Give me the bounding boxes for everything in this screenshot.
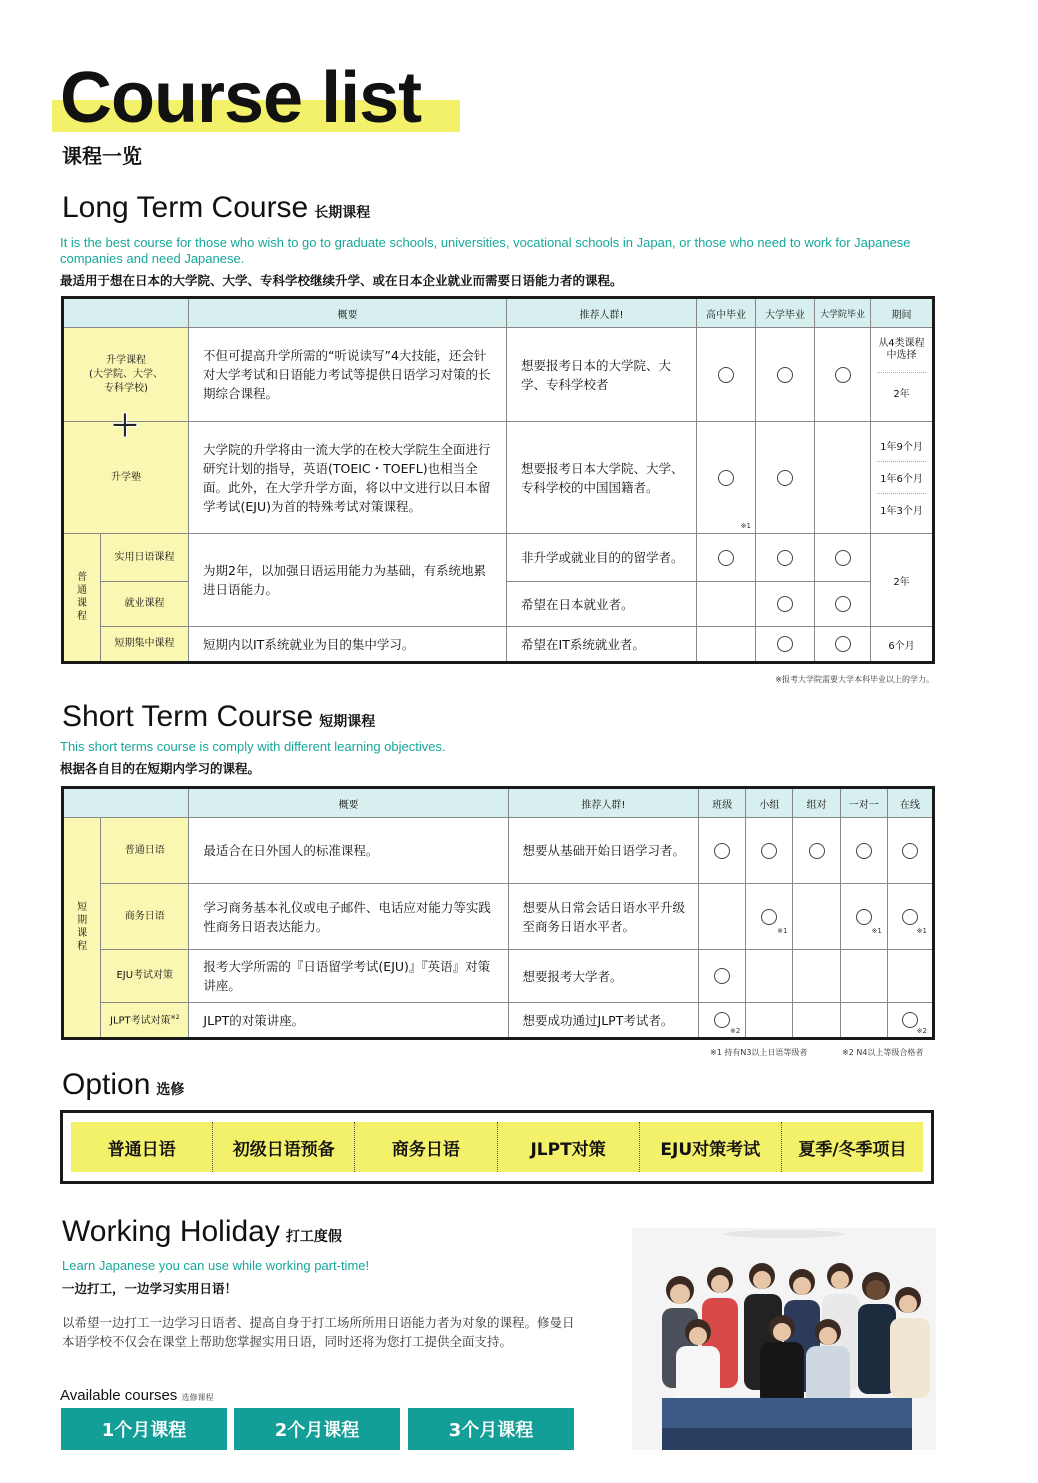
course-2-month-button[interactable]: 2个月课程	[234, 1408, 400, 1450]
course-target: 想要从基础开始日语学习者。	[508, 818, 699, 884]
mark-cell	[887, 884, 933, 950]
group-short	[63, 818, 101, 1039]
long-term-heading	[62, 190, 370, 231]
course-target: 非升学或就业目的的留学者。	[507, 534, 697, 582]
option-jlpt: JLPT对策	[498, 1122, 640, 1172]
option-beginner-prep: 初级日语预备	[213, 1122, 355, 1172]
circle-mark	[718, 470, 734, 486]
course-desc: 报考大学所需的『日语留学考试(EJU)』『英语』对策讲座。	[189, 950, 508, 1003]
mark-cell	[697, 627, 756, 663]
circle-mark	[777, 550, 793, 566]
mark-cell	[756, 328, 815, 422]
circle-mark	[777, 636, 793, 652]
circle-mark	[902, 1012, 918, 1028]
students-photo-illustration	[632, 1228, 936, 1450]
period-1y9m: 1年9个月	[880, 442, 923, 453]
mark-cell	[793, 884, 840, 950]
mark-cell	[697, 422, 756, 534]
circle-mark	[902, 843, 918, 859]
note-mark: ※2	[730, 1027, 741, 1035]
circle-mark	[777, 367, 793, 383]
short-term-desc-cn: 根据各自目的在短期内学习的课程。	[60, 761, 261, 776]
mark-cell	[815, 534, 871, 582]
course-jlpt-name: JLPT考试对策	[110, 1015, 171, 1027]
short-term-title: Short Term Course	[62, 700, 314, 733]
header-group: 小组	[746, 788, 793, 818]
short-term-footnote-2: ※2 N4以上等级合格者	[842, 1048, 924, 1057]
mark-cell	[887, 818, 933, 884]
course-name-line2: (大学院、大学、	[89, 368, 163, 380]
mark-cell	[793, 818, 840, 884]
circle-mark	[835, 550, 851, 566]
circle-mark	[835, 367, 851, 383]
course-name-line3: 专科学校)	[104, 382, 148, 394]
working-holiday-desc-cn: 一边打工，一边学习实用日语！	[62, 1281, 238, 1296]
short-term-table	[61, 786, 935, 1040]
course-target: 想要报考日本的大学院、大学、专科学校者	[507, 328, 697, 422]
course-desc: 学习商务基本礼仪或电子邮件、电话应对能力等实践性商务日语表达能力。	[189, 884, 508, 950]
short-term-desc-en: This short terms course is comply with different learning objectives.	[60, 739, 446, 754]
period-1y6m: 1年6个月	[877, 461, 926, 493]
mark-cell	[746, 950, 793, 1003]
option-eju: EJU对策考试	[640, 1122, 782, 1172]
mark-cell	[756, 627, 815, 663]
mark-cell	[815, 627, 871, 663]
course-practical: 实用日语课程	[101, 534, 189, 582]
course-juku-name: 升学塾	[111, 471, 141, 483]
course-jlpt-note: ※2	[170, 1014, 180, 1022]
short-term-heading	[62, 699, 375, 740]
option-list	[71, 1122, 923, 1172]
course-target: 想要从日常会话日语水平升级至商务日语水平者。	[508, 884, 699, 950]
course-target: 想要报考大学者。	[508, 950, 699, 1003]
mark-cell	[746, 884, 793, 950]
header-blank	[63, 788, 189, 818]
course-1-month-button[interactable]: 1个月课程	[61, 1408, 227, 1450]
header-online: 在线	[887, 788, 933, 818]
mark-cell	[815, 328, 871, 422]
working-holiday-title-cn: 打工度假	[285, 1229, 342, 1245]
page-title: Course list	[60, 58, 422, 138]
course-target: 希望在日本就业者。	[507, 582, 697, 627]
header-graduate: 大学院毕业	[815, 298, 871, 328]
note-mark: ※2	[916, 1027, 927, 1035]
mark-cell	[699, 950, 746, 1003]
mark-cell	[746, 1003, 793, 1039]
option-heading	[62, 1067, 184, 1108]
mark-cell	[697, 582, 756, 627]
course-target: 想要报考日本大学院、大学、专科学校的中国国籍者。	[507, 422, 697, 534]
circle-mark	[835, 636, 851, 652]
course-target: 希望在IT系统就业者。	[507, 627, 697, 663]
mark-cell	[699, 818, 746, 884]
working-holiday-heading	[62, 1214, 342, 1255]
circle-mark	[856, 909, 872, 925]
period-cell	[871, 422, 934, 534]
group-general-label: 普通课程	[77, 572, 87, 622]
mark-cell	[746, 818, 793, 884]
course-desc: 大学院的升学将由一流大学的在校大学院生全面进行研究计划的指导，英语(TOEIC・TOEFL)也相当全面。此外，在大学升学方面，将以中文进行以日本留学考试(EJU)为首的特殊考试对策课程。	[189, 422, 507, 534]
circle-mark	[835, 596, 851, 612]
mark-cell	[840, 1003, 887, 1039]
option-box	[60, 1110, 934, 1184]
mark-cell	[840, 818, 887, 884]
mark-cell	[697, 534, 756, 582]
plus-icon: +	[109, 402, 141, 446]
mark-cell	[699, 884, 746, 950]
group-general	[63, 534, 101, 663]
course-employment: 就业课程	[101, 582, 189, 627]
page-subtitle: 课程一览	[62, 144, 142, 168]
note-mark: ※1	[916, 927, 927, 935]
header-university: 大学毕业	[756, 298, 815, 328]
note-mark: ※1	[777, 927, 788, 935]
mark-cell	[699, 1003, 746, 1039]
header-target: 推荐人群!	[508, 788, 699, 818]
course-jlpt	[101, 1003, 189, 1039]
group-short-label: 短期课程	[77, 902, 88, 952]
course-business-japanese: 商务日语	[101, 884, 189, 950]
short-term-title-cn: 短期课程	[319, 714, 376, 730]
option-general-japanese: 普通日语	[71, 1122, 213, 1172]
long-term-desc-cn: 最适用于想在日本的大学院、大学、专科学校继续升学、或在日本企业就业而需要日语能力者的课程。	[60, 273, 623, 288]
working-holiday-title: Working Holiday	[62, 1215, 280, 1248]
header-overview: 概要	[189, 788, 508, 818]
period-2y-general: 2年	[871, 534, 934, 627]
available-heading	[60, 1387, 213, 1404]
circle-mark	[718, 367, 734, 383]
mark-cell	[840, 884, 887, 950]
long-term-title-cn: 长期课程	[314, 205, 371, 221]
header-private: 一对一	[840, 788, 887, 818]
course-desc: 短期内以IT系统就业为目的集中学习。	[189, 627, 507, 663]
short-term-footnote-1: ※1 持有N3以上日语等级者	[710, 1048, 808, 1057]
mark-cell	[887, 950, 933, 1003]
mark-cell	[815, 422, 871, 534]
circle-mark	[856, 843, 872, 859]
header-overview: 概要	[189, 298, 507, 328]
long-term-footnote: ※报考大学院需要大学本科毕业以上的学力。	[775, 675, 934, 684]
option-summer-winter: 夏季/冬季项目	[798, 1139, 907, 1160]
available-title: Available courses	[60, 1387, 178, 1404]
course-desc: 为期2年，以加强日语运用能力为基础，有系统地累进日语能力。	[189, 534, 507, 627]
period-2y: 2年	[877, 372, 926, 400]
mark-cell	[756, 534, 815, 582]
available-title-cn: 选修课程	[181, 1393, 214, 1402]
header-class: 班级	[699, 788, 746, 818]
circle-mark	[809, 843, 825, 859]
circle-mark	[761, 843, 777, 859]
circle-mark	[761, 909, 777, 925]
option-business-japanese: 商务日语	[355, 1122, 497, 1172]
long-term-table	[61, 296, 935, 664]
circle-mark	[718, 550, 734, 566]
course-desc: 不但可提高升学所需的“听说读写”4大技能，还会针对大学考试和日语能力考试等提供日语学习对策的长期综合课程。	[189, 328, 507, 422]
period-1y3m: 1年3个月	[877, 493, 926, 525]
course-eju: EJU考试对策	[101, 950, 189, 1003]
working-holiday-desc-en: Learn Japanese you can use while working part-time!	[62, 1258, 370, 1273]
header-period: 期间	[871, 298, 934, 328]
header-blank	[63, 298, 189, 328]
mark-cell	[793, 1003, 840, 1039]
long-term-desc-en: It is the best course for those who wish to go to graduate schools, universities, vocational schools in Japan, or those who need to work for Japanese companies and need Japanese.	[60, 235, 911, 266]
circle-mark	[714, 843, 730, 859]
mark-cell	[793, 950, 840, 1003]
period-choose-2: 中选择	[886, 350, 917, 361]
course-target: 想要成功通过JLPT考试者。	[508, 1003, 699, 1039]
mark-cell	[697, 328, 756, 422]
mark-cell	[840, 950, 887, 1003]
header-highschool: 高中毕业	[697, 298, 756, 328]
circle-mark	[714, 968, 730, 984]
course-intensive: 短期集中课程	[101, 627, 189, 663]
circle-mark	[902, 909, 918, 925]
long-term-title: Long Term Course	[62, 191, 309, 224]
note-mark: ※1	[740, 522, 751, 530]
course-general-japanese: 普通日语	[101, 818, 189, 884]
header-pair: 组对	[793, 788, 840, 818]
mark-cell	[887, 1003, 933, 1039]
working-holiday-body: 以希望一边打工一边学习日语者、提高自身于打工场所所用日语能力者为对象的课程。修曼日本语学校不仅会在课堂上帮助您掌握实用日语，同时还将为您打工提供全面支持。	[62, 1315, 575, 1349]
mark-cell	[756, 582, 815, 627]
header-target: 推荐人群!	[507, 298, 697, 328]
option-title-cn: 选修	[156, 1082, 185, 1098]
option-title: Option	[62, 1068, 151, 1101]
circle-mark	[777, 470, 793, 486]
course-desc: 最适合在日外国人的标准课程。	[189, 818, 508, 884]
course-desc: JLPT的对策讲座。	[189, 1003, 508, 1039]
mark-cell	[815, 582, 871, 627]
period-6m: 6个月	[871, 627, 934, 663]
period-choose-1: 从4类课程	[878, 338, 925, 349]
group-photo	[632, 1228, 936, 1450]
circle-mark	[714, 1012, 730, 1028]
note-mark: ※1	[871, 927, 882, 935]
period-cell	[871, 328, 934, 422]
course-3-month-button[interactable]: 3个月课程	[408, 1408, 574, 1450]
mark-cell	[756, 422, 815, 534]
course-name-line1: 升学课程	[106, 354, 146, 366]
circle-mark	[777, 596, 793, 612]
